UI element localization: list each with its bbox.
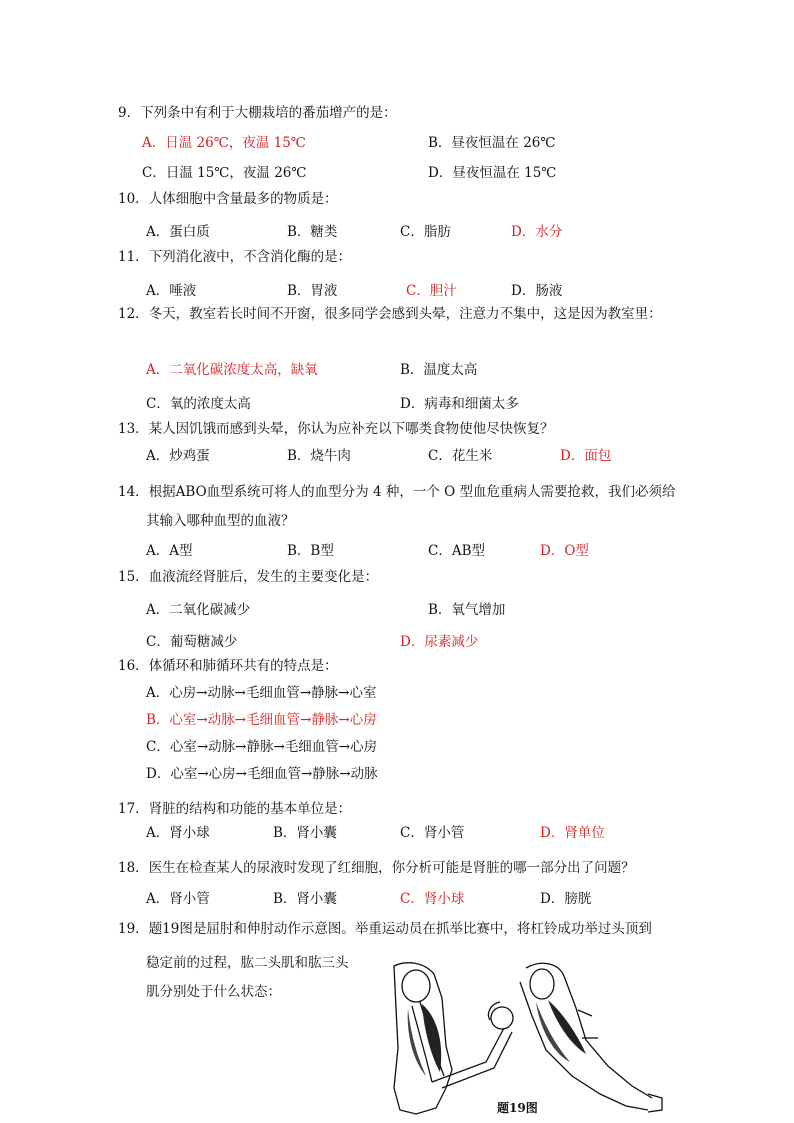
triceps-muscle-relaxed (408, 1008, 426, 1076)
question-text: 下列消化液中，不含消化酶的是： (148, 249, 352, 265)
figure-19-caption: 题19图 (497, 1101, 538, 1115)
q9-option-a: A．日温 26℃，夜温 15℃ (142, 135, 306, 151)
question-number: 10． (118, 191, 149, 207)
q18-option-b: B．肾小囊 (273, 891, 337, 907)
q12-option-a: A．二氧化碳浓度太高，缺氧 (146, 362, 318, 378)
q12-option-c: C．氧的浓度太高 (146, 396, 251, 412)
q11-option-d: D．肠液 (511, 283, 563, 299)
q10-option-c: C．脂肪 (400, 224, 451, 240)
question-text: 肾脏的结构和功能的基本单位是： (148, 801, 352, 817)
question-number: 17． (118, 801, 149, 817)
question-11-stem (118, 251, 351, 265)
q15-option-a: A．二氧化碳减少 (146, 602, 251, 618)
question-19-stem-line2: 稳定前的过程，肱二头肌和肱三头 (146, 955, 349, 971)
q17-option-a: A．肾小球 (146, 825, 210, 841)
question-text: 冬天，教室若长时间不开窗，很多同学会感到头晕，注意力不集中，这是因为教室里： (148, 306, 662, 322)
question-text: 题19图是屈肘和伸肘动作示意图。举重运动员在抓举比赛中，将杠铃成功举过头顶到 (148, 921, 652, 937)
biceps-muscle-contracted (422, 1004, 441, 1072)
question-19-stem (118, 923, 652, 937)
question-number: 15． (118, 569, 149, 585)
question-text: 人体细胞中含量最多的物质是： (148, 191, 338, 207)
question-number: 19． (118, 921, 149, 937)
q13-option-d: D．面包 (560, 448, 612, 464)
q14-option-b: B．B型 (287, 543, 334, 559)
question-14-stem-line2: 其输入哪种血型的血液？ (146, 513, 295, 529)
q15-option-d: D．尿素减少 (400, 634, 479, 650)
question-number: 16． (118, 658, 149, 674)
q13-option-a: A．炒鸡蛋 (146, 448, 210, 464)
q14-option-a: A．A型 (146, 543, 193, 559)
question-number: 9． (118, 105, 141, 121)
question-16-stem (118, 660, 338, 674)
q13-option-b: B．烧牛肉 (287, 448, 351, 464)
question-number: 18． (118, 860, 149, 876)
q18-option-c: C．肾小球 (400, 891, 465, 907)
question-18-stem (118, 862, 635, 876)
q9-option-c: C．日温 15℃，夜温 26℃ (142, 165, 307, 181)
question-text: 下列条中有利于大棚栽培的番茄增产的是： (140, 105, 397, 121)
q18-option-a: A．肾小管 (146, 891, 210, 907)
question-19-stem-line3: 肌分别处于什么状态： (146, 984, 281, 1000)
extended-arm-illustration (520, 963, 662, 1112)
q10-option-b: B．糖类 (287, 224, 338, 240)
q10-option-d: D．水分 (511, 224, 563, 240)
question-number: 13． (118, 421, 149, 437)
question-text: 医生在检查某人的尿液时发现了红细胞，你分析可能是肾脏的哪一部分出了问题？ (148, 860, 635, 876)
q10-option-a: A．蛋白质 (146, 224, 210, 240)
question-number: 14． (118, 484, 149, 500)
question-number: 11． (118, 249, 149, 265)
q18-option-d: D．膀胱 (540, 891, 592, 907)
q17-option-b: B．肾小囊 (273, 825, 337, 841)
q15-option-b: B．氧气增加 (428, 602, 506, 618)
q13-option-c: C．花生米 (428, 448, 493, 464)
q17-option-d: D．肾单位 (540, 825, 605, 841)
q11-option-b: B．胃液 (287, 283, 338, 299)
q17-option-c: C．肾小管 (400, 825, 465, 841)
q12-option-d: D．病毒和细菌太多 (400, 396, 519, 412)
question-10-stem (118, 193, 338, 207)
arm-flexion-extension-figure (386, 958, 668, 1116)
q16-option-c: C．心室→动脉→静脉→毛细血管→心房 (146, 739, 378, 755)
question-number: 12． (118, 306, 149, 322)
question-12-stem (118, 308, 662, 322)
question-14-stem (118, 486, 676, 500)
q16-option-d: D．心室→心房→毛细血管→静脉→动脉 (146, 766, 378, 782)
q11-option-a: A．唾液 (146, 283, 197, 299)
question-text: 根据ABO血型系统可将人的血型分为 4 种，一个 O 型血危重病人需要抢救，我们必须给 (148, 484, 676, 500)
q9-option-d: D．昼夜恒温在 15℃ (428, 165, 557, 181)
question-text: 体循环和肺循环共有的特点是： (148, 658, 338, 674)
question-13-stem (118, 423, 554, 437)
q14-option-d: D．O型 (540, 543, 589, 559)
q16-option-b: B．心室→动脉→毛细血管→静脉→心房 (146, 712, 377, 728)
question-text: 某人因饥饿而感到头晕，你认为应补充以下哪类食物使他尽快恢复？ (148, 421, 554, 437)
q9-option-b: B．昼夜恒温在 26℃ (428, 135, 556, 151)
q14-option-c: C．AB型 (428, 543, 485, 559)
q16-option-a: A．心房→动脉→毛细血管→静脉→心室 (146, 685, 377, 701)
question-15-stem (118, 571, 378, 585)
question-text: 血液流经肾脏后，发生的主要变化是： (148, 569, 379, 585)
question-17-stem (118, 803, 351, 817)
q15-option-c: C．葡萄糖减少 (146, 634, 238, 650)
q11-option-c: C．胆汁 (406, 283, 457, 299)
q12-option-b: B．温度太高 (400, 362, 478, 378)
question-9-stem (118, 107, 397, 121)
